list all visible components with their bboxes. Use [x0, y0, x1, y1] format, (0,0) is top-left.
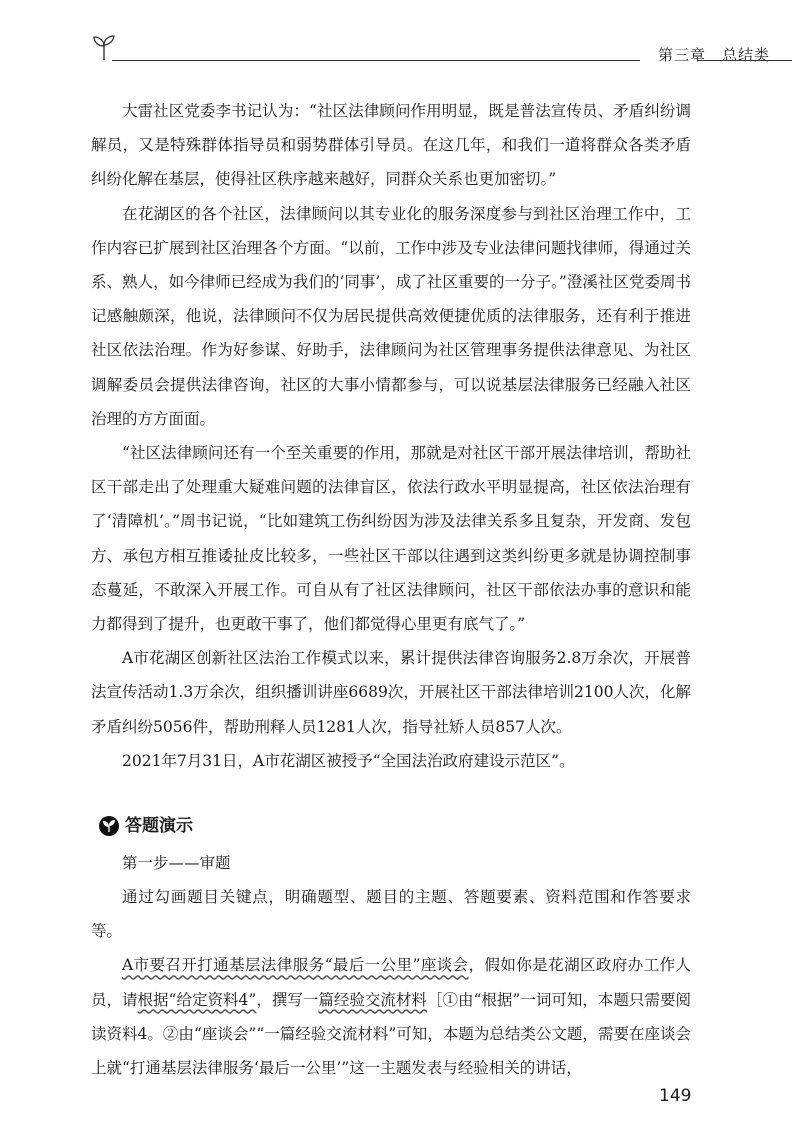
paragraph: 大雷社区党委李书记认为：“社区法律顾问作用明显，既是普法宣传员、矛盾纠纷调解员，又是特殊群体指导员和弱势群体引导员。在这几年，和我们一道将群众各类矛盾纠纷化解在基层，使得社区秩序越来越好，同群众关系也更加密切。” [91, 102, 691, 189]
question-underlined-text: 根据“给定资料4” [137, 990, 257, 1009]
header-rule-right [698, 60, 792, 61]
leaf-badge-icon [99, 816, 119, 836]
paragraph: 在花湖区的各个社区，法律顾问以其专业化的服务深度参与到社区治理工作中，工作内容已扩展到社区治理各个方面。“以前，工作中涉及专业法律问题找律师，得通过关系、熟人，如今律师已经成为我们的‘同事’，成了社区重要的一分子。”澄溪社区党委周书记感触颇深，他说，法律顾问不仅为居民提供高效便捷优质的法律服务，还有利于推进社区依法治理。作为好参谋、好助手，法律顾问为社区管理事务提供法律意见、为社区调解委员会提供法律咨询，社区的大事小情都参与，可以说基层法律服务已经融入社区治理的方方面面。 [91, 204, 691, 428]
question-underlined-text: A市要召开打通基层法律服务“最后一公里”座谈会 [122, 956, 469, 975]
question-text: ，假如你是花湖区政府办工作人员，请 [91, 956, 691, 1009]
header-rule-left [112, 60, 640, 61]
paragraph: 2021年7月31日，A市花湖区被授予“全国法治政府建设示范区”。 [122, 751, 575, 770]
paragraph: “社区法律顾问还有一个至关重要的作用，那就是对社区干部开展法律培训，帮助社区干部走出了处理重大疑难问题的法律盲区，依法行政水平明显提高，社区依法治理有了‘清障机’。”周书记说，“比如建筑工伤纠纷因为涉及法律关系多且复杂，开发商、发包方、承包方相互推诿扯皮比较多，一些社区干部以往遇到这类纠纷更多就是协调控制事态蔓延，不敢深入开展工作。可自从有了社区法律顾问，社区干部依法办事的意识和能力都得到了提升，也更敢干事了，他们都觉得心里更有底气了。” [91, 444, 691, 634]
paragraph: A市花湖区创新社区法治工作模式以来，累计提供法律咨询服务2.8万余次，开展普法宣传活动1.3万余次，组织播训讲座6689次，开展社区干部法律培训2100人次，化解矛盾纠纷5056件，帮助刑释人员1281人次，指导社矫人员857人次。 [91, 649, 691, 736]
sprout-icon [92, 34, 116, 62]
question-underlined-text: 篇经验交流材料 [318, 990, 427, 1009]
page-number: 149 [659, 1086, 692, 1106]
paragraph [91, 948, 691, 1085]
paragraph: 通过勾画题目关键点，明确题型、题目的主题、答题要素、资料范围和作答要求等。 [91, 888, 691, 941]
page-content [91, 94, 691, 1085]
step-title: 第一步——审题 [122, 854, 231, 873]
question-text: ，撰写一 [256, 990, 319, 1009]
annotation-text: ［①由“根据”一词可知，本题只需要阅读资料4。②由“座谈会”“一篇经验交流材料”可知，本题为总结类公文题，需要在座谈会上就“打通基层法律服务‘最后一公里’”这一主题发表与经验相关的讲话， [91, 990, 691, 1078]
chapter-title: 第三章 总结类 [658, 46, 771, 64]
section-heading [99, 806, 691, 846]
section-title: 答题演示 [125, 815, 193, 836]
running-header [92, 34, 792, 74]
